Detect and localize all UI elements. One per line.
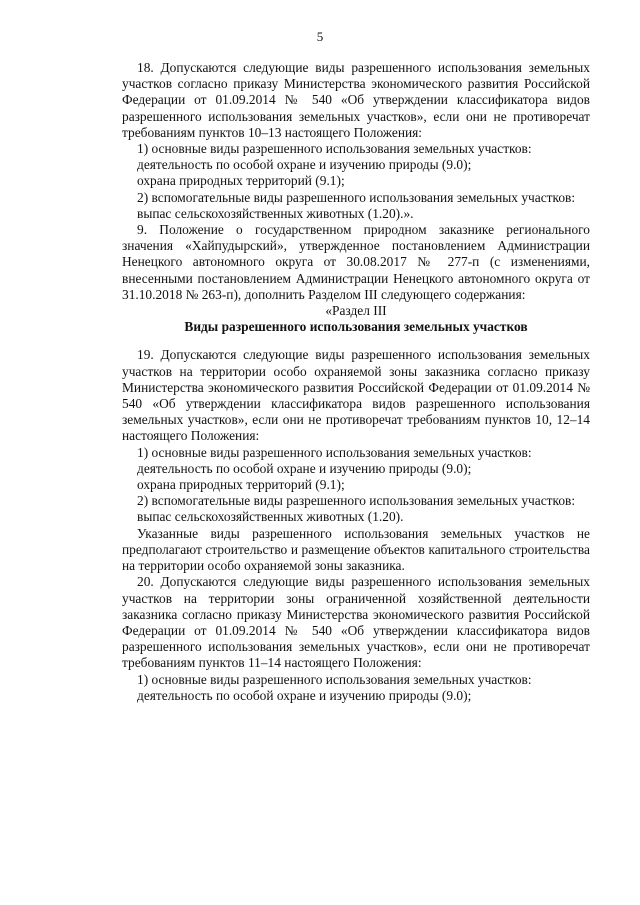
paragraph-18: 18. Допускаются следующие виды разрешенного использования земельных участков согласно приказу Министерства экономического развития Российской Федерации от 01.09.2014 № 540 «Об утверждении классификатора видов разрешенного использования земельных участков», если они не противоречат требованиям пунктов 10–13 настоящего Положения: <box>122 60 590 140</box>
paragraph-19-item-1: деятельность по особой охране и изучению природы (9.0); <box>137 460 472 476</box>
paragraph-19-item-2: охрана природных территорий (9.1); <box>137 477 345 493</box>
paragraph-20: 20. Допускаются следующие виды разрешенного использования земельных участков на территории зоны ограниченной хозяйственной деятельности заказника согласно приказу Министерства экономического развития Российской Федерации от 01.09.2014 № 540 «Об утверждении классификатора видов разрешенного использования земельных участков», если они не противоречат требованиям пунктов 11–14 настоящего Положения: <box>122 574 590 671</box>
paragraph-18-item-1: деятельность по особой охране и изучению природы (9.0); <box>137 157 472 173</box>
paragraph-19-note: Указанные виды разрешенного использования земельных участков не предполагают строительство и размещение объектов капитального строительства на территории особо охраняемой зоны заказника. <box>122 525 590 574</box>
paragraph-19: 19. Допускаются следующие виды разрешенного использования земельных участков на территории особо охраняемой зоны заказника согласно приказу Министерства экономического развития Российской Федерации от 01.09.2014 № 540 «Об утверждении классификатора видов разрешенного использования земельных участков», если они не противоречат требованиям пунктов 10, 12–14 настоящего Положения: <box>122 347 590 444</box>
paragraph-20-item-1: деятельность по особой охране и изучению природы (9.0); <box>137 687 472 703</box>
page-number: 5 <box>316 29 324 44</box>
paragraph-19-main-types: 1) основные виды разрешенного использования земельных участков: <box>137 444 532 460</box>
document-body <box>122 60 590 704</box>
paragraph-18-aux-item: выпас сельскохозяйственных животных (1.20).». <box>137 205 414 221</box>
paragraph-18-item-2: охрана природных территорий (9.1); <box>137 173 345 189</box>
paragraph-18-main-types: 1) основные виды разрешенного использования земельных участков: <box>137 141 532 157</box>
paragraph-18-aux-types: 2) вспомогательные виды разрешенного использования земельных участков: <box>137 189 576 205</box>
paragraph-19-aux-item: выпас сельскохозяйственных животных (1.20). <box>137 509 404 525</box>
paragraph-9: 9. Положение о государственном природном заказнике регионального значения «Хайпудырский», утвержденное постановлением Администрации Ненецкого автономного округа от 30.08.2017 № 277-п (с изменениями, внесенными постановлением Администрации Ненецкого автономного округа от 31.10.2018 № 263-п), дополнить Разделом III следующего содержания: <box>122 222 590 302</box>
section-label: «Раздел III <box>325 303 387 319</box>
section-title: Виды разрешенного использования земельных участков <box>184 319 528 335</box>
paragraph-20-main-types: 1) основные виды разрешенного использования земельных участков: <box>137 671 532 687</box>
paragraph-19-aux-types: 2) вспомогательные виды разрешенного использования земельных участков: <box>137 493 576 509</box>
